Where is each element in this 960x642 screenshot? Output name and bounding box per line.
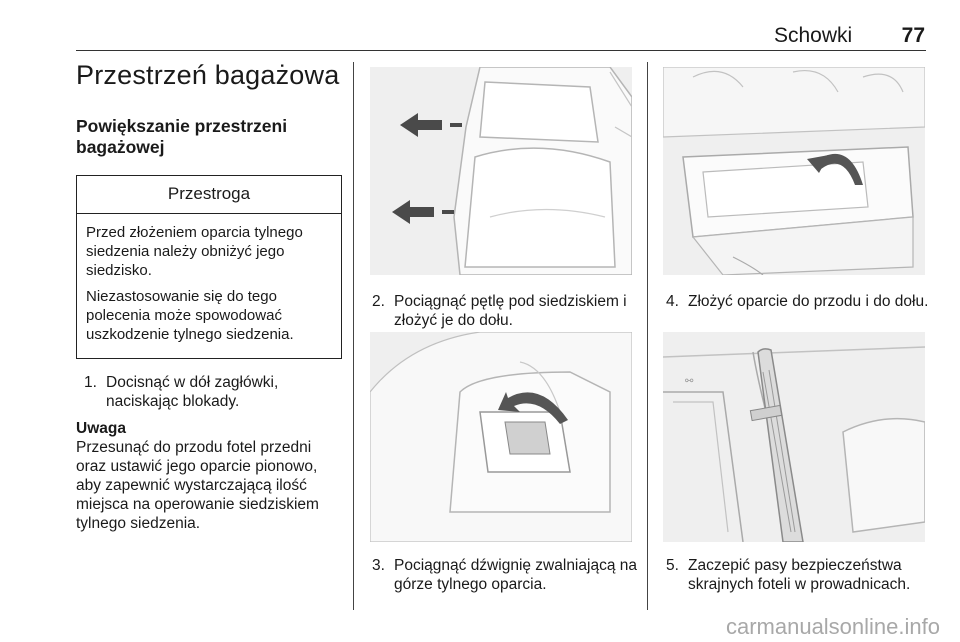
header-divider [76, 50, 926, 51]
figure-seatbelt-guide [663, 332, 925, 542]
running-header-title: Schowki [774, 24, 853, 47]
watermark: carmanualsonline.info [725, 614, 940, 639]
column-divider-1 [353, 62, 354, 610]
step-number: 1. [84, 374, 97, 391]
release-lever-illustration [370, 332, 632, 542]
step-number: 3. [372, 557, 385, 574]
svg-text:⚯: ⚯ [685, 376, 694, 387]
step-text: Zaczepić pasy bezpieczeństwa skrajnych foteli w prowadnicach. [688, 557, 911, 593]
page-number: 77 [901, 24, 925, 47]
note-heading: Uwaga [76, 420, 126, 437]
caution-paragraph: Przed złożeniem oparcia tylnego siedzenia należy obniżyć jego siedzisko. [86, 224, 303, 279]
step-5-caption [666, 556, 950, 594]
figure-fold-backrest [663, 67, 925, 275]
step-1 [84, 373, 342, 411]
seatbelt-guide-illustration [663, 332, 925, 542]
text-column [76, 60, 342, 533]
step-text: Złożyć oparcie do przodu i do dołu. [688, 293, 929, 310]
step-number: 5. [666, 557, 679, 574]
figure-release-lever [370, 332, 632, 542]
figure-seat-headrests [370, 67, 632, 275]
step-3-caption [372, 556, 656, 594]
caution-heading: Przestroga [77, 176, 341, 214]
step-4-caption [666, 292, 950, 311]
step-number: 2. [372, 293, 385, 310]
caution-box [76, 175, 342, 359]
fold-backrest-illustration [663, 67, 925, 275]
step-text: Pociągnąć dźwignię zwalniającą na górze tylnego oparcia. [394, 557, 637, 593]
note-text: Przesunąć do przodu fotel przedni oraz ustawić jego oparcie pionowo, aby zapewnić wystarczającą ilość miejsca na operowanie siedziskiem tylnego siedzenia. [76, 439, 319, 532]
section-subtitle: Powiększanie przestrzeni bagażowej [76, 116, 288, 157]
column-divider-2 [647, 62, 648, 610]
section-title: Przestrzeń bagażowa [76, 60, 340, 90]
step-text: Docisnąć w dół zagłówki, naciskając blokady. [106, 374, 279, 410]
step-2-caption [372, 292, 656, 330]
caution-paragraph: Niezastosowanie się do tego polecenia może spowodować uszkodzenie tylnego siedzenia. [86, 288, 294, 343]
seat-headrest-illustration [370, 67, 632, 275]
step-text: Pociągnąć pętlę pod siedziskiem i złożyć je do dołu. [394, 293, 627, 329]
step-number: 4. [666, 293, 679, 310]
